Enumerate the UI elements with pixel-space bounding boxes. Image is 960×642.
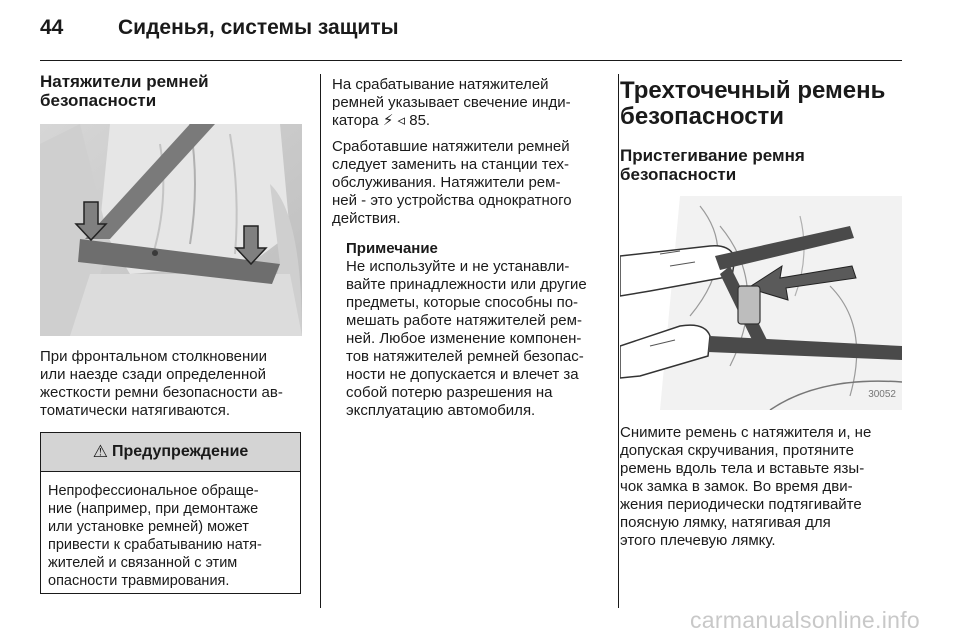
text-line: жителей и связанной с этим bbox=[48, 555, 238, 571]
heading-line: Пристегивание ремня bbox=[620, 146, 805, 165]
text-line: поясную лямку, натягивая для bbox=[620, 514, 831, 531]
belt-fastening-illustration bbox=[620, 196, 902, 410]
warning-title: Предупреждение bbox=[111, 443, 249, 460]
column-divider-2 bbox=[618, 74, 619, 608]
text-line: ней - это устройства однократного bbox=[332, 192, 572, 209]
column-3 bbox=[620, 78, 912, 550]
header-rule bbox=[40, 60, 902, 61]
heading-line: безопасности bbox=[620, 103, 785, 130]
three-point-belt-heading bbox=[620, 78, 912, 130]
note-block bbox=[346, 240, 604, 420]
heading-line: безопасности bbox=[620, 165, 737, 184]
text-line: опасности травмирования. bbox=[48, 573, 230, 589]
text-line: или наезде сзади определенной bbox=[40, 366, 266, 383]
note-title: Примечание bbox=[346, 240, 438, 257]
warning-triangle-icon: ⚠ bbox=[92, 442, 108, 461]
text-line: тов натяжителей ремней безопас- bbox=[346, 348, 584, 365]
text-line: этого плечевую лямку. bbox=[620, 532, 776, 549]
warning-body bbox=[41, 472, 300, 590]
text-line: ней. Любое изменение компонен- bbox=[346, 330, 582, 347]
text-line: мешать работе натяжителей рем- bbox=[346, 312, 582, 329]
heading-line: Натяжители ремней bbox=[40, 72, 209, 91]
page-number: 44 bbox=[40, 16, 64, 39]
text-line: Непрофессиональное обраще- bbox=[48, 483, 259, 499]
text-line: чок замка в замок. Во время дви- bbox=[620, 478, 853, 495]
text-line: допуская скручивания, протяните bbox=[620, 442, 854, 459]
text-line: собой потерю разрешения на bbox=[346, 384, 553, 401]
text-line: На срабатывание натяжителей bbox=[332, 76, 549, 93]
figure-code: 30052 bbox=[868, 389, 896, 400]
text-line: обслуживания. Натяжители рем- bbox=[332, 174, 561, 191]
fastening-subheading bbox=[620, 146, 912, 184]
fastening-figure bbox=[620, 196, 902, 410]
text-line: жесткости ремни безопасности ав- bbox=[40, 384, 283, 401]
text-line: предметы, которые способны по- bbox=[346, 294, 579, 311]
section-title: Сиденья, системы защиты bbox=[118, 16, 399, 39]
text-line: ности не допускается и влечет за bbox=[346, 366, 579, 383]
text-line: ремней указывает свечение инди- bbox=[332, 94, 571, 111]
text-line: действия. bbox=[332, 210, 401, 227]
watermark: carmanualsonline.info bbox=[689, 607, 920, 633]
text-line: Сработавшие натяжители ремней bbox=[332, 138, 570, 155]
text-line: или установке ремней) может bbox=[48, 519, 249, 535]
column-1 bbox=[40, 72, 306, 420]
text-line: жения периодически подтягивайте bbox=[620, 496, 862, 513]
text-line: ремень вдоль тела и вставьте язы- bbox=[620, 460, 865, 477]
text-line: вайте принадлежности или другие bbox=[346, 276, 587, 293]
text-line: эксплуатацию автомобиля. bbox=[346, 402, 536, 419]
text-line: привести к срабатыванию натя- bbox=[48, 537, 262, 553]
page-reference-icon: ◃ bbox=[397, 112, 406, 129]
warning-box bbox=[40, 432, 301, 594]
column-divider-1 bbox=[320, 74, 321, 608]
warning-header bbox=[41, 433, 300, 472]
text-line: Снимите ремень с натяжителя и, не bbox=[620, 424, 872, 441]
text-line: Не используйте и не устанавли- bbox=[346, 258, 570, 275]
text-line: томатически натягиваются. bbox=[40, 402, 231, 419]
text-line: катора ⚡ ◃ 85. bbox=[332, 112, 431, 129]
text-line: При фронтальном столкновении bbox=[40, 348, 268, 365]
pretensioner-heading bbox=[40, 72, 306, 110]
column-2 bbox=[332, 76, 604, 420]
text-line: следует заменить на станции тех- bbox=[332, 156, 569, 173]
heading-line: безопасности bbox=[40, 91, 157, 110]
lap-belt-illustration bbox=[40, 124, 302, 336]
seatbelt-warning-icon: ⚡ bbox=[382, 112, 394, 129]
page-reference: 85. bbox=[409, 112, 431, 129]
text-line: ние (например, при демонтаже bbox=[48, 501, 259, 517]
page-header bbox=[40, 16, 399, 40]
heading-line: Трехточечный ремень bbox=[620, 77, 886, 104]
